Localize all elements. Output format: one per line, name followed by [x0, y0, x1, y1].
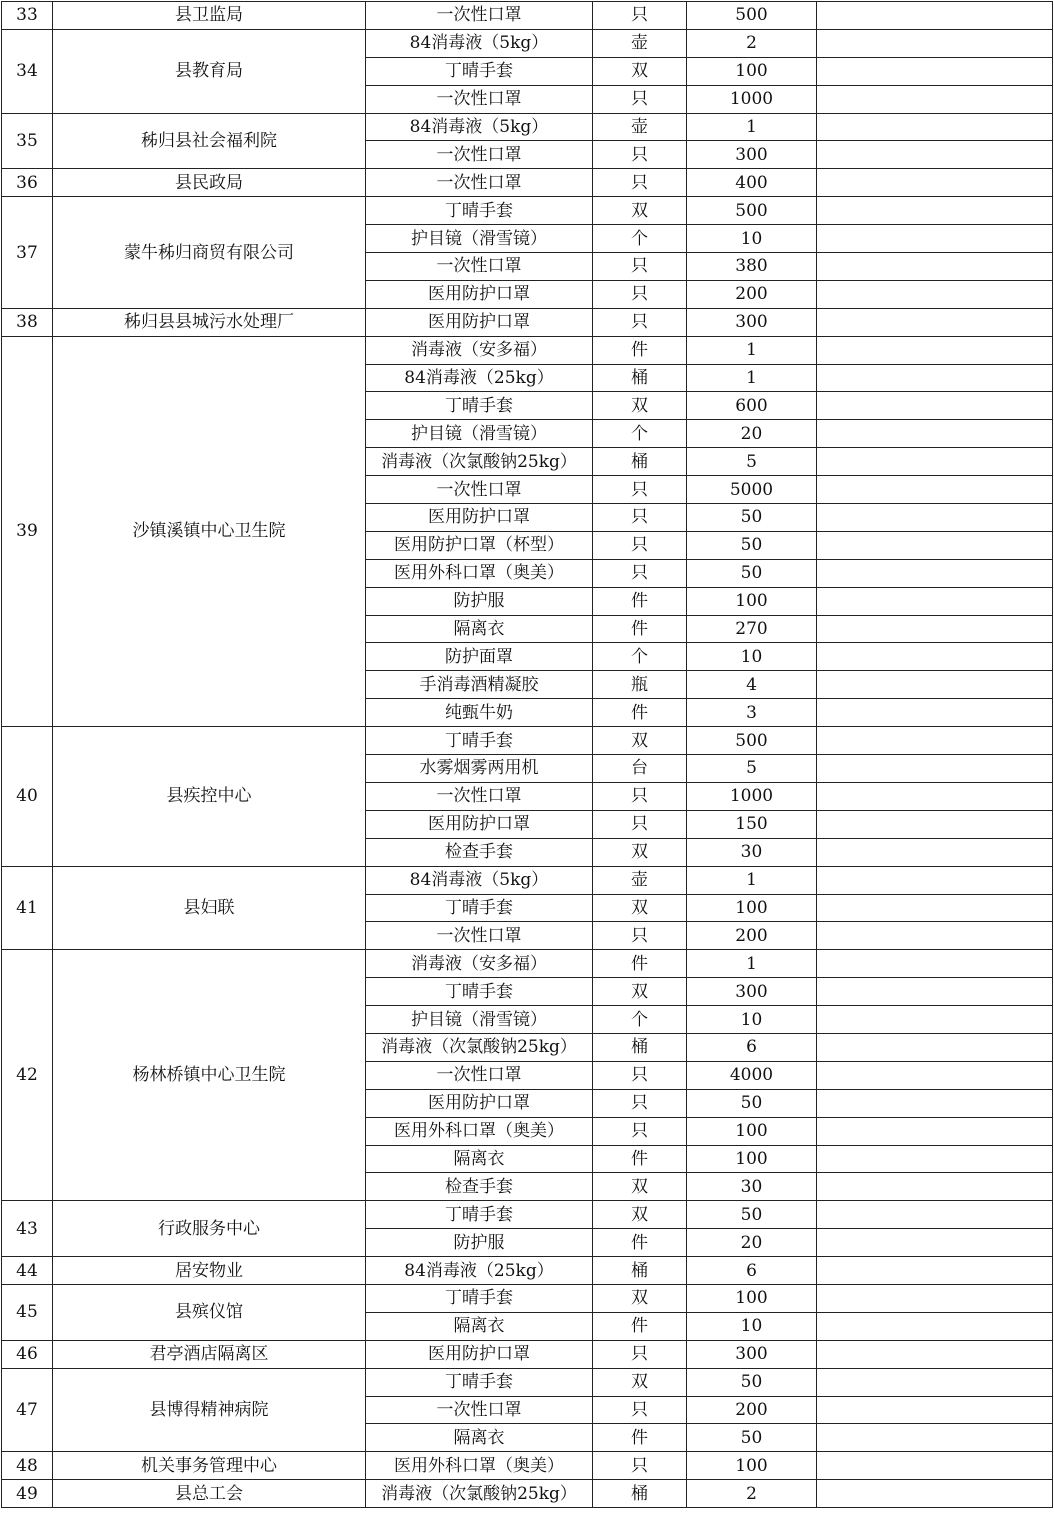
remark-cell	[817, 1173, 1053, 1201]
item-name: 一次性口罩	[366, 253, 593, 281]
item-quantity: 50	[687, 1089, 817, 1117]
remark-cell	[817, 57, 1053, 85]
item-quantity: 300	[687, 308, 817, 336]
item-name: 医用防护口罩	[366, 308, 593, 336]
recipient-organization: 行政服务中心	[53, 1201, 366, 1257]
item-unit: 桶	[593, 364, 687, 392]
item-quantity: 10	[687, 225, 817, 253]
remark-cell	[817, 894, 1053, 922]
table-row	[2, 308, 1053, 336]
item-unit: 双	[593, 1368, 687, 1396]
row-number: 35	[2, 113, 53, 169]
item-quantity: 50	[687, 1424, 817, 1452]
item-unit: 壶	[593, 866, 687, 894]
item-name: 隔离衣	[366, 615, 593, 643]
remark-cell	[817, 1201, 1053, 1229]
remark-cell	[817, 671, 1053, 699]
item-name: 检查手套	[366, 838, 593, 866]
table-row	[2, 29, 1053, 57]
item-quantity: 5	[687, 755, 817, 783]
row-number: 33	[2, 2, 53, 30]
item-name: 消毒液（次氯酸钠25kg）	[366, 1033, 593, 1061]
remark-cell	[817, 1229, 1053, 1257]
remark-cell	[817, 85, 1053, 113]
item-unit: 桶	[593, 448, 687, 476]
recipient-organization: 县妇联	[53, 866, 366, 950]
item-name: 医用防护口罩	[366, 504, 593, 532]
item-quantity: 200	[687, 922, 817, 950]
remark-cell	[817, 1006, 1053, 1034]
item-unit: 件	[593, 699, 687, 727]
item-name: 一次性口罩	[366, 169, 593, 197]
item-name: 丁晴手套	[366, 1368, 593, 1396]
item-name: 护目镜（滑雪镜）	[366, 1006, 593, 1034]
item-unit: 件	[593, 587, 687, 615]
remark-cell	[817, 336, 1053, 364]
item-unit: 壶	[593, 113, 687, 141]
item-quantity: 2	[687, 1480, 817, 1508]
item-name: 一次性口罩	[366, 1061, 593, 1089]
remark-cell	[817, 169, 1053, 197]
item-name: 一次性口罩	[366, 782, 593, 810]
item-quantity: 500	[687, 2, 817, 30]
item-quantity: 100	[687, 1145, 817, 1173]
remark-cell	[817, 531, 1053, 559]
item-unit: 瓶	[593, 671, 687, 699]
item-quantity: 380	[687, 253, 817, 281]
item-quantity: 300	[687, 141, 817, 169]
item-unit: 件	[593, 615, 687, 643]
item-unit: 双	[593, 1284, 687, 1312]
remark-cell	[817, 782, 1053, 810]
recipient-organization: 县殡仪馆	[53, 1284, 366, 1340]
remark-cell	[817, 504, 1053, 532]
row-number: 48	[2, 1452, 53, 1480]
remark-cell	[817, 113, 1053, 141]
row-number: 38	[2, 308, 53, 336]
item-name: 丁晴手套	[366, 1201, 593, 1229]
item-name: 84消毒液（25kg）	[366, 364, 593, 392]
item-quantity: 1	[687, 866, 817, 894]
table-row	[2, 1368, 1053, 1396]
item-unit: 只	[593, 922, 687, 950]
item-name: 防护服	[366, 587, 593, 615]
item-unit: 双	[593, 978, 687, 1006]
row-number: 39	[2, 336, 53, 726]
item-unit: 个	[593, 1006, 687, 1034]
item-unit: 件	[593, 950, 687, 978]
item-unit: 只	[593, 85, 687, 113]
row-number: 36	[2, 169, 53, 197]
table-row	[2, 1201, 1053, 1229]
item-quantity: 300	[687, 978, 817, 1006]
item-name: 防护服	[366, 1229, 593, 1257]
item-quantity: 1000	[687, 85, 817, 113]
item-name: 84消毒液（5kg）	[366, 29, 593, 57]
item-quantity: 6	[687, 1257, 817, 1285]
item-quantity: 1	[687, 113, 817, 141]
item-unit: 双	[593, 392, 687, 420]
row-number: 47	[2, 1368, 53, 1452]
table-row	[2, 2, 1053, 30]
item-name: 医用外科口罩（奥美）	[366, 1452, 593, 1480]
recipient-organization: 秭归县社会福利院	[53, 113, 366, 169]
item-unit: 件	[593, 1312, 687, 1340]
recipient-organization: 君亭酒店隔离区	[53, 1340, 366, 1368]
item-quantity: 50	[687, 1368, 817, 1396]
item-quantity: 300	[687, 1340, 817, 1368]
item-unit: 件	[593, 1145, 687, 1173]
item-name: 丁晴手套	[366, 978, 593, 1006]
item-quantity: 100	[687, 894, 817, 922]
recipient-organization: 蒙牛秭归商贸有限公司	[53, 197, 366, 309]
remark-cell	[817, 559, 1053, 587]
item-name: 一次性口罩	[366, 85, 593, 113]
remark-cell	[817, 1033, 1053, 1061]
remark-cell	[817, 978, 1053, 1006]
remark-cell	[817, 225, 1053, 253]
item-quantity: 270	[687, 615, 817, 643]
item-unit: 双	[593, 1173, 687, 1201]
item-unit: 件	[593, 1229, 687, 1257]
item-quantity: 3	[687, 699, 817, 727]
item-name: 医用防护口罩	[366, 280, 593, 308]
item-unit: 桶	[593, 1257, 687, 1285]
item-quantity: 50	[687, 559, 817, 587]
item-unit: 只	[593, 253, 687, 281]
remark-cell	[817, 280, 1053, 308]
row-number: 37	[2, 197, 53, 309]
item-name: 丁晴手套	[366, 1284, 593, 1312]
remark-cell	[817, 1145, 1053, 1173]
item-quantity: 500	[687, 727, 817, 755]
item-unit: 桶	[593, 1480, 687, 1508]
item-name: 一次性口罩	[366, 2, 593, 30]
item-unit: 壶	[593, 29, 687, 57]
remark-cell	[817, 392, 1053, 420]
recipient-organization: 县教育局	[53, 29, 366, 113]
item-unit: 只	[593, 1396, 687, 1424]
item-quantity: 400	[687, 169, 817, 197]
table-row	[2, 1480, 1053, 1508]
item-unit: 双	[593, 727, 687, 755]
item-name: 检查手套	[366, 1173, 593, 1201]
recipient-organization: 县卫监局	[53, 2, 366, 30]
item-name: 84消毒液（5kg）	[366, 113, 593, 141]
item-unit: 只	[593, 1452, 687, 1480]
item-unit: 只	[593, 810, 687, 838]
remark-cell	[817, 1089, 1053, 1117]
remark-cell	[817, 29, 1053, 57]
item-quantity: 2	[687, 29, 817, 57]
item-unit: 只	[593, 2, 687, 30]
remark-cell	[817, 1257, 1053, 1285]
item-quantity: 100	[687, 1117, 817, 1145]
remark-cell	[817, 1480, 1053, 1508]
recipient-organization: 秭归县县城污水处理厂	[53, 308, 366, 336]
item-name: 隔离衣	[366, 1424, 593, 1452]
item-name: 一次性口罩	[366, 922, 593, 950]
table-row	[2, 113, 1053, 141]
remark-cell	[817, 727, 1053, 755]
remark-cell	[817, 950, 1053, 978]
item-name: 丁晴手套	[366, 894, 593, 922]
item-name: 医用防护口罩（杯型）	[366, 531, 593, 559]
item-unit: 只	[593, 141, 687, 169]
row-number: 41	[2, 866, 53, 950]
item-unit: 个	[593, 225, 687, 253]
item-unit: 双	[593, 57, 687, 85]
item-name: 一次性口罩	[366, 141, 593, 169]
item-unit: 只	[593, 169, 687, 197]
remark-cell	[817, 476, 1053, 504]
item-unit: 双	[593, 894, 687, 922]
recipient-organization: 县博得精神病院	[53, 1368, 366, 1452]
remark-cell	[817, 643, 1053, 671]
item-quantity: 50	[687, 1201, 817, 1229]
item-name: 隔离衣	[366, 1145, 593, 1173]
table-row	[2, 197, 1053, 225]
item-name: 一次性口罩	[366, 1396, 593, 1424]
item-name: 医用外科口罩（奥美）	[366, 559, 593, 587]
item-unit: 台	[593, 755, 687, 783]
remark-cell	[817, 1061, 1053, 1089]
item-quantity: 100	[687, 587, 817, 615]
item-unit: 只	[593, 1340, 687, 1368]
item-unit: 桶	[593, 1033, 687, 1061]
item-quantity: 5000	[687, 476, 817, 504]
recipient-organization: 杨林桥镇中心卫生院	[53, 950, 366, 1201]
item-quantity: 30	[687, 1173, 817, 1201]
row-number: 34	[2, 29, 53, 113]
table-body	[2, 2, 1053, 1508]
item-unit: 件	[593, 336, 687, 364]
remark-cell	[817, 1340, 1053, 1368]
item-quantity: 500	[687, 197, 817, 225]
item-name: 医用防护口罩	[366, 810, 593, 838]
item-quantity: 200	[687, 280, 817, 308]
item-quantity: 1	[687, 364, 817, 392]
item-unit: 个	[593, 643, 687, 671]
item-quantity: 10	[687, 1312, 817, 1340]
recipient-organization: 居安物业	[53, 1257, 366, 1285]
item-unit: 只	[593, 782, 687, 810]
item-unit: 只	[593, 1061, 687, 1089]
item-quantity: 6	[687, 1033, 817, 1061]
item-quantity: 1000	[687, 782, 817, 810]
table-row	[2, 950, 1053, 978]
item-name: 丁晴手套	[366, 197, 593, 225]
item-quantity: 600	[687, 392, 817, 420]
remark-cell	[817, 615, 1053, 643]
table-row	[2, 727, 1053, 755]
item-name: 水雾烟雾两用机	[366, 755, 593, 783]
item-name: 丁晴手套	[366, 727, 593, 755]
item-name: 丁晴手套	[366, 392, 593, 420]
item-quantity: 150	[687, 810, 817, 838]
item-quantity: 50	[687, 504, 817, 532]
item-unit: 双	[593, 197, 687, 225]
recipient-organization: 机关事务管理中心	[53, 1452, 366, 1480]
item-quantity: 20	[687, 420, 817, 448]
item-name: 护目镜（滑雪镜）	[366, 225, 593, 253]
table-row	[2, 1340, 1053, 1368]
remark-cell	[817, 810, 1053, 838]
item-unit: 个	[593, 420, 687, 448]
table-row	[2, 866, 1053, 894]
item-unit: 只	[593, 531, 687, 559]
remark-cell	[817, 1312, 1053, 1340]
row-number: 43	[2, 1201, 53, 1257]
item-quantity: 200	[687, 1396, 817, 1424]
recipient-organization: 县疾控中心	[53, 727, 366, 866]
item-name: 84消毒液（25kg）	[366, 1257, 593, 1285]
item-quantity: 1	[687, 950, 817, 978]
item-name: 84消毒液（5kg）	[366, 866, 593, 894]
row-number: 42	[2, 950, 53, 1201]
item-name: 纯甄牛奶	[366, 699, 593, 727]
remark-cell	[817, 448, 1053, 476]
item-quantity: 4000	[687, 1061, 817, 1089]
item-unit: 只	[593, 1089, 687, 1117]
remark-cell	[817, 2, 1053, 30]
item-unit: 只	[593, 559, 687, 587]
item-quantity: 20	[687, 1229, 817, 1257]
item-name: 消毒液（安多福）	[366, 336, 593, 364]
remark-cell	[817, 308, 1053, 336]
remark-cell	[817, 699, 1053, 727]
remark-cell	[817, 1452, 1053, 1480]
row-number: 40	[2, 727, 53, 866]
table-row	[2, 1257, 1053, 1285]
remark-cell	[817, 253, 1053, 281]
item-name: 消毒液（次氯酸钠25kg）	[366, 1480, 593, 1508]
table-row	[2, 1452, 1053, 1480]
remark-cell	[817, 197, 1053, 225]
item-quantity: 10	[687, 643, 817, 671]
remark-cell	[817, 1117, 1053, 1145]
item-unit: 件	[593, 1424, 687, 1452]
row-number: 46	[2, 1340, 53, 1368]
row-number: 44	[2, 1257, 53, 1285]
table-row	[2, 1284, 1053, 1312]
remark-cell	[817, 922, 1053, 950]
item-quantity: 5	[687, 448, 817, 476]
item-quantity: 100	[687, 1284, 817, 1312]
item-quantity: 10	[687, 1006, 817, 1034]
recipient-organization: 沙镇溪镇中心卫生院	[53, 336, 366, 726]
remark-cell	[817, 587, 1053, 615]
item-unit: 只	[593, 280, 687, 308]
item-quantity: 100	[687, 1452, 817, 1480]
recipient-organization: 县民政局	[53, 169, 366, 197]
item-unit: 双	[593, 1201, 687, 1229]
item-quantity: 1	[687, 336, 817, 364]
remark-cell	[817, 755, 1053, 783]
remark-cell	[817, 1396, 1053, 1424]
item-quantity: 4	[687, 671, 817, 699]
item-unit: 只	[593, 476, 687, 504]
item-quantity: 50	[687, 531, 817, 559]
remark-cell	[817, 866, 1053, 894]
item-unit: 双	[593, 838, 687, 866]
item-name: 隔离衣	[366, 1312, 593, 1340]
row-number: 45	[2, 1284, 53, 1340]
remark-cell	[817, 1424, 1053, 1452]
item-name: 护目镜（滑雪镜）	[366, 420, 593, 448]
table-row	[2, 336, 1053, 364]
item-name: 丁晴手套	[366, 57, 593, 85]
remark-cell	[817, 1284, 1053, 1312]
item-name: 医用外科口罩（奥美）	[366, 1117, 593, 1145]
item-name: 一次性口罩	[366, 476, 593, 504]
item-name: 医用防护口罩	[366, 1089, 593, 1117]
remark-cell	[817, 420, 1053, 448]
item-unit: 只	[593, 308, 687, 336]
item-name: 消毒液（次氯酸钠25kg）	[366, 448, 593, 476]
item-quantity: 30	[687, 838, 817, 866]
donation-table	[1, 1, 1053, 1508]
item-name: 消毒液（安多福）	[366, 950, 593, 978]
item-quantity: 100	[687, 57, 817, 85]
remark-cell	[817, 141, 1053, 169]
table-row	[2, 169, 1053, 197]
remark-cell	[817, 1368, 1053, 1396]
item-name: 防护面罩	[366, 643, 593, 671]
recipient-organization: 县总工会	[53, 1480, 366, 1508]
item-name: 手消毒酒精凝胶	[366, 671, 593, 699]
item-unit: 只	[593, 504, 687, 532]
remark-cell	[817, 364, 1053, 392]
row-number: 49	[2, 1480, 53, 1508]
remark-cell	[817, 838, 1053, 866]
item-name: 医用防护口罩	[366, 1340, 593, 1368]
item-unit: 只	[593, 1117, 687, 1145]
